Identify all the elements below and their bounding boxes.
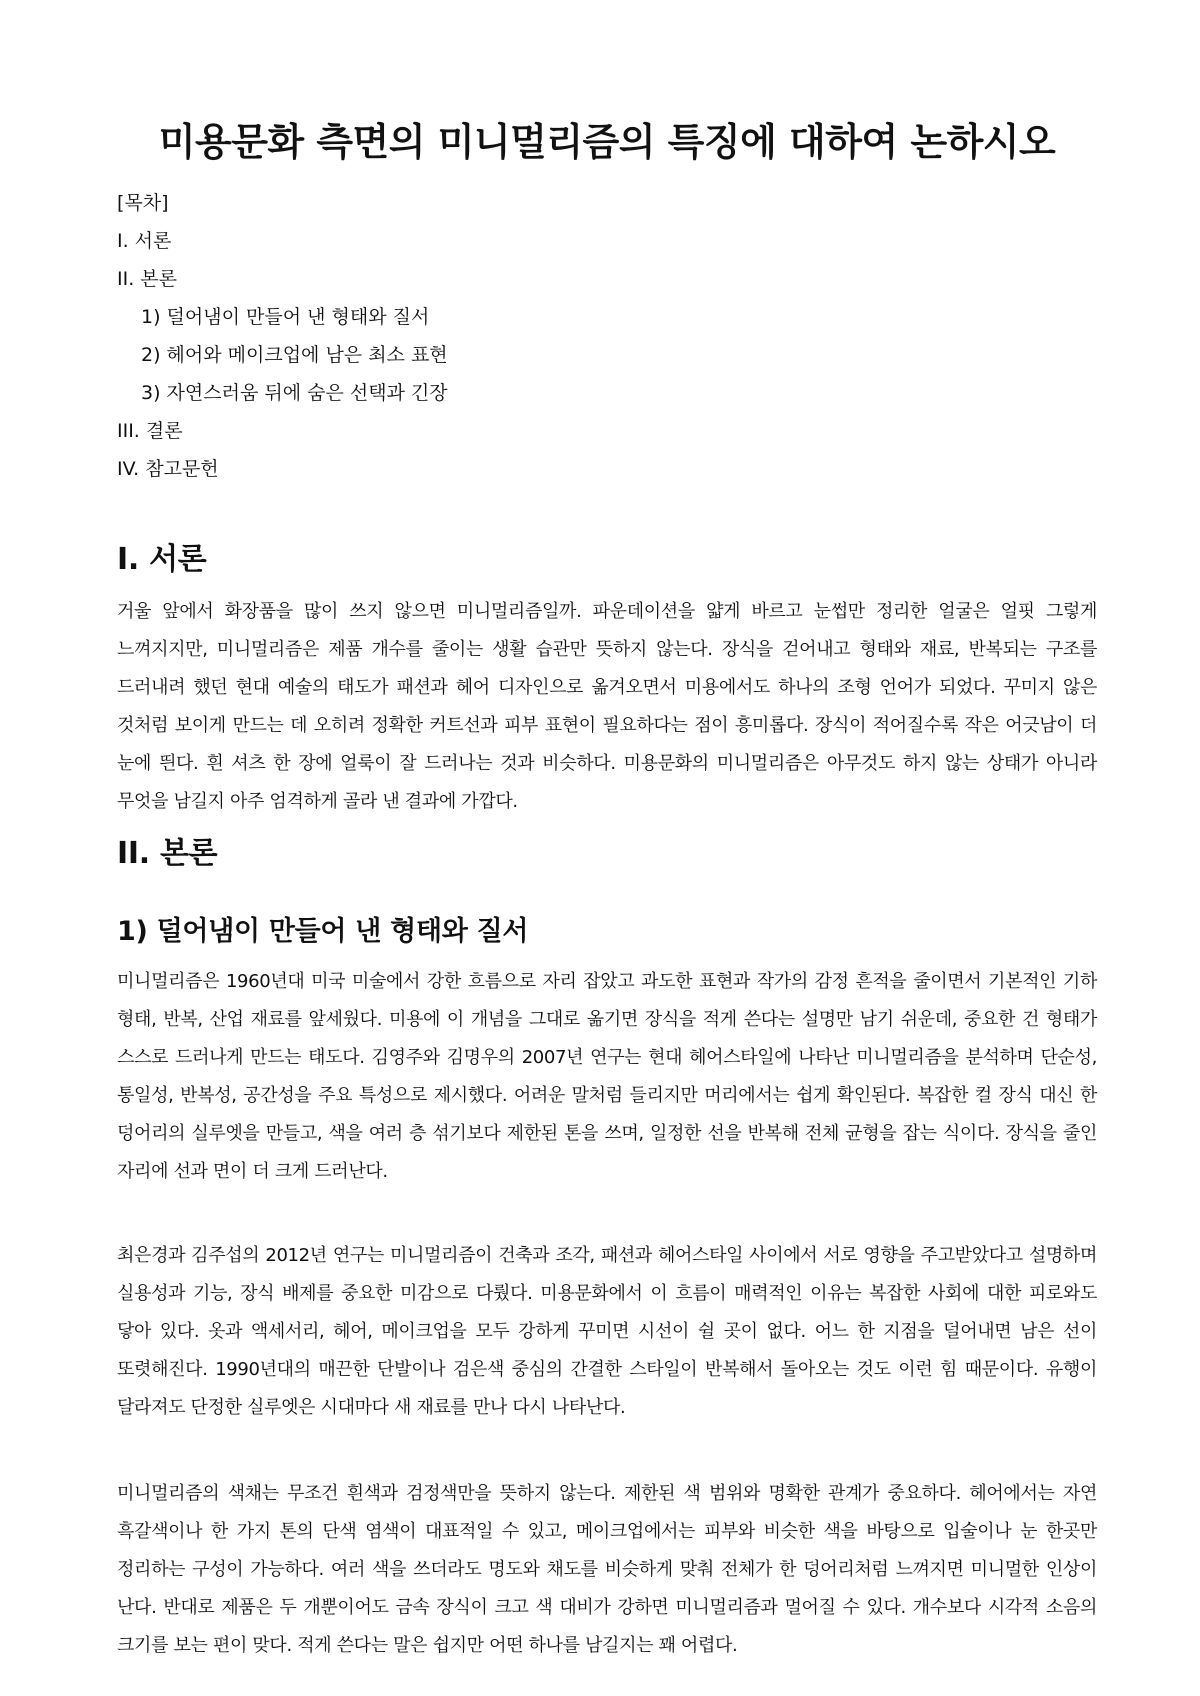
toc-subitem: 3) 자연스러움 뒤에 숨은 선택과 긴장	[141, 382, 448, 404]
toc-item: I. 서론	[117, 230, 172, 252]
section-heading-body: II. 본론	[117, 836, 218, 871]
body-paragraph: 최은경과 김주섭의 2012년 연구는 미니멀리즘이 건축과 조각, 패션과 헤어스타일 사이에서 서로 영향을 주고받았다고 설명하며 실용성과 기능, 장식 배제를 중요한 미감으로 다뤘다. 미용문화에서 이 흐름이 매력적인 이유는 복잡한 사회에 대한 피로와도 닿아 있다. 옷과 액세서리, 헤어, 메이크업을 모두 강하게 꾸미면 시선이 쉴 곳이 없다. 어느 한 지점을 덜어내면 남은 선이 또렷해진다. 1990년대의 매끈한 단발이나 검은색 중심의 간결한 스타일이 반복해서 돌아오는 것도 이런 힘 때문이다. 유행이 달라져도 단정한 실루엣은 시대마다 새 재료를 만나 다시 나타난다.	[117, 1245, 1097, 1418]
toc-item: III. 결론	[117, 420, 183, 442]
toc-header: [목차]	[117, 192, 169, 214]
toc-subitem: 2) 헤어와 메이크업에 남은 최소 표현	[141, 344, 448, 366]
body-paragraph: 미니멀리즘은 1960년대 미국 미술에서 강한 흐름으로 자리 잡았고 과도한 표현과 작가의 감정 흔적을 줄이면서 기본적인 기하 형태, 반복, 산업 재료를 앞세웠다. 미용에 이 개념을 그대로 옮기면 장식을 적게 쓴다는 설명만 남기 쉬운데, 중요한 건 형태가 스스로 드러나게 만드는 태도다. 김영주와 김명우의 2007년 연구는 현대 헤어스타일에 나타난 미니멀리즘을 분석하며 단순성, 통일성, 반복성, 공간성을 주요 특성으로 제시했다. 어려운 말처럼 들리지만 머리에서는 쉽게 확인된다. 복잡한 컬 장식 대신 한 덩어리의 실루엣을 만들고, 색을 여러 층 섞기보다 제한된 톤을 쓰며, 일정한 선을 반복해 전체 균형을 잡는 식이다. 장식을 줄인 자리에 선과 면이 더 크게 드러난다.	[117, 971, 1097, 1182]
toc-subitem: 1) 덜어냄이 만들어 낸 형태와 질서	[141, 306, 430, 328]
table-of-contents	[117, 185, 1097, 488]
toc-item: II. 본론	[117, 268, 177, 290]
subsection-heading-1: 1) 덜어냄이 만들어 낸 형태와 질서	[117, 916, 529, 947]
intro-paragraph: 거울 앞에서 화장품을 많이 쓰지 않으면 미니멀리즘일까. 파운데이션을 얇게 바르고 눈썹만 정리한 얼굴은 얼핏 그렇게 느껴지지만, 미니멀리즘은 제품 개수를 줄이는 생활 습관만 뜻하지 않는다. 장식을 걷어내고 형태와 재료, 반복되는 구조를 드러내려 했던 현대 예술의 태도가 패션과 헤어 디자인으로 옮겨오면서 미용에서도 하나의 조형 언어가 되었다. 꾸미지 않은 것처럼 보이게 만드는 데 오히려 정확한 커트선과 피부 표현이 필요하다는 점이 흥미롭다. 장식이 적어질수록 작은 어긋남이 더 눈에 띈다. 흰 셔츠 한 장에 얼룩이 잘 드러나는 것과 비슷하다. 미용문화의 미니멀리즘은 아무것도 하지 않는 상태가 아니라 무엇을 남길지 아주 엄격하게 골라 낸 결과에 가깝다.	[117, 601, 1097, 812]
body-paragraph: 미니멀리즘의 색채는 무조건 흰색과 검정색만을 뜻하지 않는다. 제한된 색 범위와 명확한 관계가 중요하다. 헤어에서는 자연 흑갈색이나 한 가지 톤의 단색 염색이 대표적일 수 있고, 메이크업에서는 피부와 비슷한 색을 바탕으로 입술이나 눈 한곳만 정리하는 구성이 가능하다. 여러 색을 쓰더라도 명도와 채도를 비슷하게 맞춰 전체가 한 덩어리처럼 느껴지면 미니멀한 인상이 난다. 반대로 제품은 두 개뿐이어도 금속 장식이 크고 색 대비가 강하면 미니멀리즘과 멀어질 수 있다. 개수보다 시각적 소음의 크기를 보는 편이 맞다. 적게 쓴다는 말은 쉽지만 어떤 하나를 남길지는 꽤 어렵다.	[117, 1483, 1097, 1656]
toc-item: IV. 참고문헌	[117, 458, 219, 480]
section-heading-intro: I. 서론	[117, 542, 207, 577]
page-title: 미용문화 측면의 미니멀리즘의 특징에 대하여 논하시오	[158, 120, 1056, 164]
